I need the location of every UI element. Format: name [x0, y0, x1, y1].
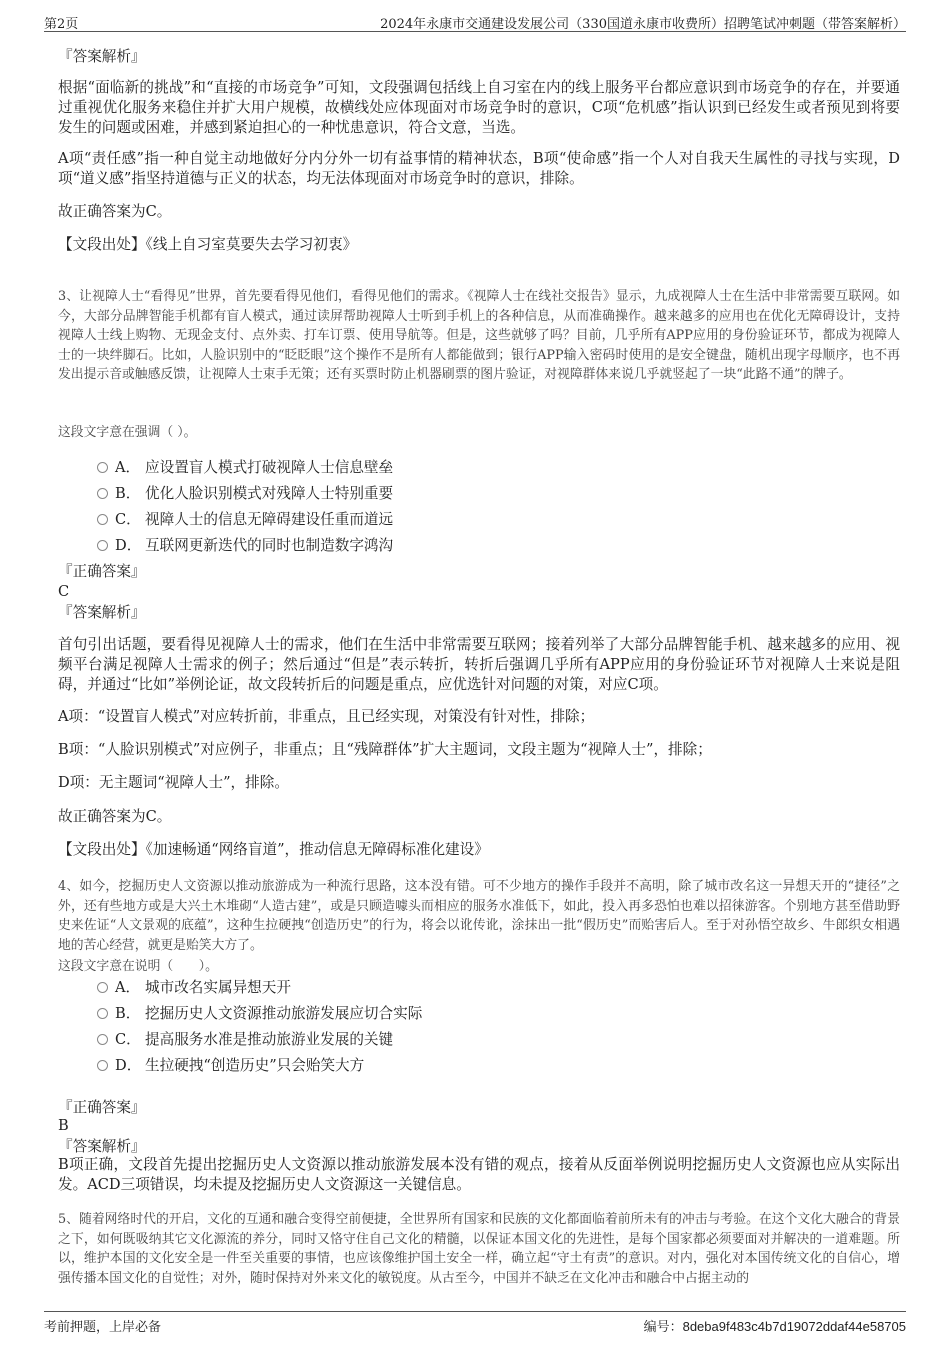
q3-answer-label: 『正确答案』	[58, 563, 146, 580]
page-number: 第2页	[44, 17, 79, 32]
q3-option-b[interactable]: B． 优化人脸识别模式对残障人士特别重要	[97, 484, 393, 504]
q4-option-c[interactable]: C． 提高服务水准是推动旅游业发展的关键	[97, 1030, 393, 1050]
q2-analysis-label: 『答案解析』	[58, 48, 146, 65]
radio-icon[interactable]	[97, 982, 108, 993]
q3-analysis-p1: 首句引出话题，要看得见视障人士的需求，他们在生活中非常需要互联网；接着列举了大部分品牌智能手机、越来越多的应用、视频平台满足视障人士需求的例子；然后通过“但是”表示转折，转折后强调几乎所有APP应用的身份验证环节对视障人士来说是阻碍，并通过“比如”举例论证，故文段转折后的问题是重点，应优选针对问题的对策，对应C项。	[58, 636, 900, 693]
q4-question: 这段文字意在说明（ ）。	[58, 959, 218, 974]
q4-answer-label: 『正确答案』	[58, 1099, 146, 1116]
q3-stem: 3、让视障人士“看得见”世界，首先要看得见他们，看得见他们的需求。《视障人士在线社交报告》显示，九成视障人士在生活中非常需要互联网。如今，大部分品牌智能手机都有盲人模式，通过读屏帮助视障人士听到手机上的各种信息，从而准确操作。越来越多的应用也在优化无障碍设计，支持视障人士线上购物、无现金支付、点外卖、打车订票、使用导航等。但是，这些就够了吗？目前，几乎所有APP应用的身份验证环节，都成为视障人士的一块绊脚石。比如，人脸识别中的“眨眨眼”这个操作不是所有人都能做到；银行APP输入密码时使用的是安全键盘，随机出现字母顺序，也不再发出提示音或触感反馈，让视障人士束手无策；还有买票时防止机器刷票的图片验证，对视障群体来说几乎就竖起了一块“此路不通”的牌子。	[58, 289, 900, 382]
page-header	[44, 10, 906, 32]
document-title: 2024年永康市交通建设发展公司（330国道永康市收费所）招聘笔试冲刺题（带答案解析）	[380, 17, 906, 32]
q3-option-d[interactable]: D． 互联网更新迭代的同时也制造数字鸿沟	[97, 536, 393, 556]
q3-analysis-p3: B项：“人脸识别模式”对应例子，非重点；且“残障群体”扩大主题词，文段主题为“视障人士”，排除；	[58, 741, 712, 758]
radio-icon[interactable]	[97, 1034, 108, 1045]
q2-analysis-p3: 故正确答案为C。	[58, 203, 172, 220]
q5-stem: 5、随着网络时代的开启，文化的互通和融合变得空前便捷，全世界所有国家和民族的文化都面临着前所未有的冲击与考验。在这个文化大融合的背景之下，如何既吸纳其它文化源流的养分，同时又恪守住自己文化的精髓，以保证本国文化的先进性，是每个国家都必须要面对并解决的一道难题。所以，维护本国的文化安全是一件至关重要的事情，也应该像维护国土安全一样，确立起“守土有责”的意识。对内，强化对本国传统文化的自信心，增强传播本国文化的自觉性；对外，随时保持对外来文化的敏锐度。从古至今，中国并不缺乏在文化冲击和融合中占据主动的	[58, 1212, 900, 1286]
q2-analysis-p2: A项“责任感”指一种自觉主动地做好分内分外一切有益事情的精神状态，B项“使命感”指一个人对自我天生属性的寻找与实现，D项“道义感”指坚持道德与正义的状态，均无法体现面对市场竞争时的意识，排除。	[58, 150, 900, 187]
q3-analysis-p2: A项：“设置盲人模式”对应转折前，非重点，且已经实现，对策没有针对性，排除；	[58, 708, 595, 725]
radio-icon[interactable]	[97, 462, 108, 473]
document-id: 编号：8deba9f483c4b7d19072ddaf44e58705	[643, 1319, 906, 1334]
q3-option-a[interactable]: A． 应设置盲人模式打破视障人士信息壁垒	[97, 458, 393, 478]
q3-analysis-p4: D项：无主题词“视障人士”，排除。	[58, 774, 289, 791]
radio-icon[interactable]	[97, 1008, 108, 1019]
footer-slogan: 考前押题，上岸必备	[44, 1320, 162, 1335]
q4-answer: B	[58, 1117, 69, 1134]
q3-answer: C	[58, 583, 70, 600]
q3-option-c[interactable]: C． 视障人士的信息无障碍建设任重而道远	[97, 510, 393, 530]
radio-icon[interactable]	[97, 1060, 108, 1071]
q3-question: 这段文字意在强调（ ）。	[58, 425, 197, 440]
q3-analysis-p5: 故正确答案为C。	[58, 808, 172, 825]
q4-analysis-p1: B项正确，文段首先提出挖掘历史人文资源以推动旅游发展本没有错的观点，接着从反面举例说明挖掘历史人文资源也应从实际出发。ACD三项错误，均未提及挖掘历史人文资源这一关键信息。	[58, 1156, 900, 1193]
q2-analysis-p1: 根据“面临新的挑战”和“直接的市场竞争”可知，文段强调包括线上自习室在内的线上服务平台都应意识到市场竞争的存在，并要通过重视优化服务来稳住并扩大用户规模，故横线处应体现面对市场竞争时的意识，C项“危机感”指认识到已经发生或者预见到将要发生的问题或困难，并感到紧迫担心的一种忧患意识，符合文意，当选。	[58, 79, 900, 136]
q2-source: 【文段出处】《线上自习室莫要失去学习初衷》	[58, 236, 358, 253]
radio-icon[interactable]	[97, 488, 108, 499]
q4-stem: 4、如今，挖掘历史人文资源以推动旅游成为一种流行思路，这本没有错。可不少地方的操作手段并不高明，除了城市改名这一异想天开的“捷径”之外，还有些地方或是大兴土木堆砌“人造古建”，或是只顾造噱头而相应的服务水准低下，如此，投入再多恐怕也难以招徕游客。个别地方甚至借助野史来佐证“人文景观的底蕴”，这种生拉硬拽“创造历史”的行为，将会以讹传讹，涂抹出一批“假历史”而贻害后人。至于对孙悟空故乡、牛郎织女相遇地的苦心经营，就更是贻笑大方了。	[58, 879, 900, 953]
q4-option-a[interactable]: A． 城市改名实属异想天开	[97, 978, 291, 998]
radio-icon[interactable]	[97, 514, 108, 525]
q4-option-d[interactable]: D． 生拉硬拽“创造历史”只会贻笑大方	[97, 1056, 364, 1076]
q4-option-b[interactable]: B． 挖掘历史人文资源推动旅游发展应切合实际	[97, 1004, 422, 1024]
radio-icon[interactable]	[97, 540, 108, 551]
q4-analysis-label: 『答案解析』	[58, 1138, 146, 1155]
page-footer	[44, 1311, 906, 1335]
q3-source: 【文段出处】《加速畅通“网络盲道”，推动信息无障碍标准化建设》	[58, 841, 489, 858]
q3-analysis-label: 『答案解析』	[58, 604, 146, 621]
